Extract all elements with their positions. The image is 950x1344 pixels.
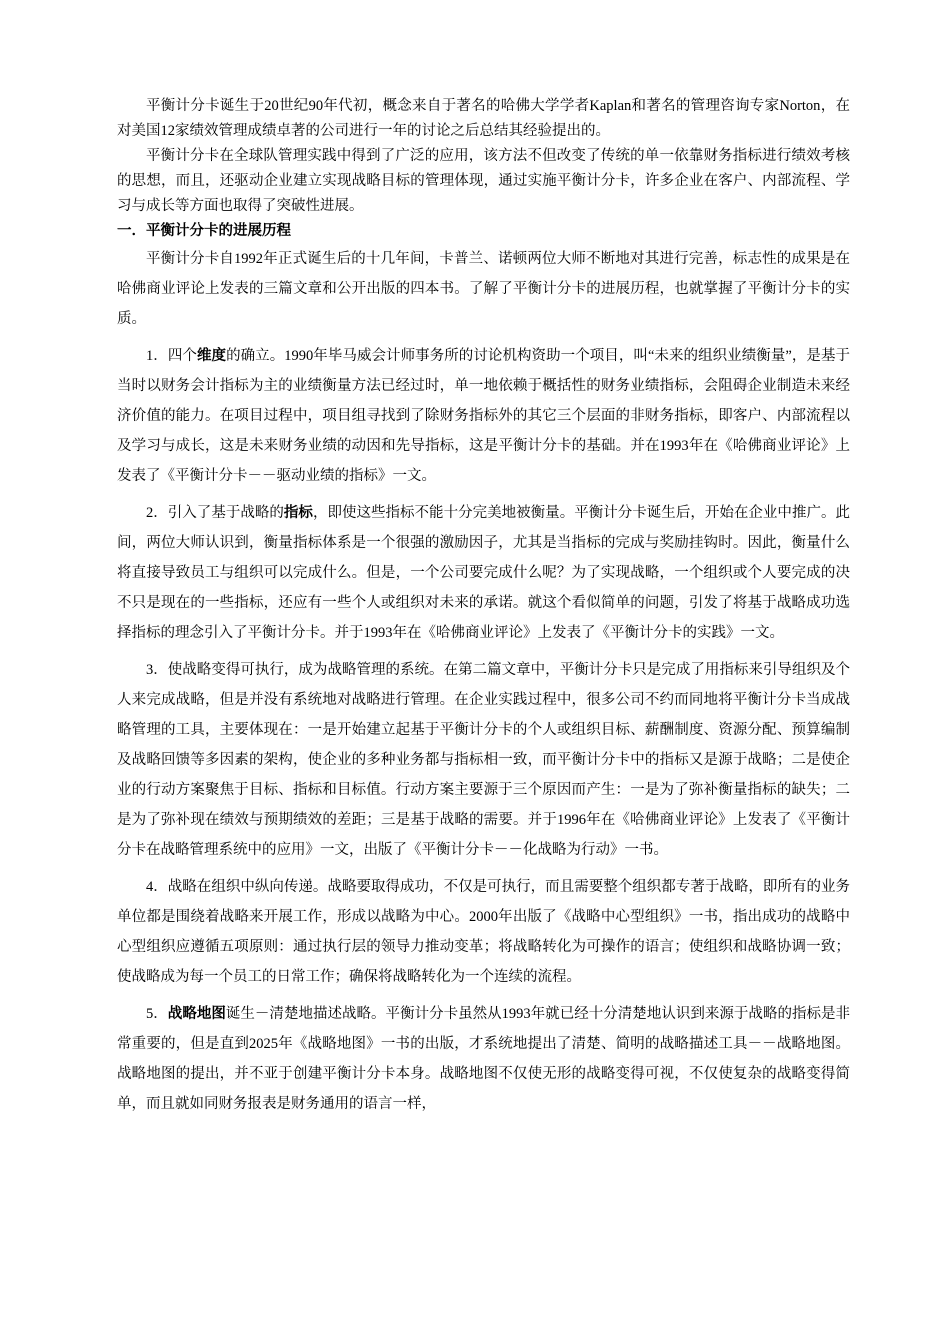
list-item-2 [117,498,850,648]
list-item-1-keyword: 维度 [196,348,227,364]
list-item-1 [117,341,850,491]
section-lead-paragraph: 平衡计分卡自1992年正式诞生后的十几年间，卡普兰、诺顿两位大师不断地对其进行完善，标志性的成果是在哈佛商业评论上发表的三篇文章和公开出版的四本书。了解了平衡计分卡的进展历程，也就掌握了平衡计分卡的实质。 [117,251,850,327]
list-item-5-prefix: 5． [146,1006,168,1022]
list-item-1-prefix: 1．四个 [146,348,197,364]
list-item-4-text: 4．战略在组织中纵向传递。战略要取得成功，不仅是可执行，而且需要整个组织都专著于战略，即所有的业务单位都是围绕着战略来开展工作，形成以战略为中心。2000年出版了《战略中心型组织》一书，指出成功的战略中心型组织应遵循五项原则：通过执行层的领导力推动变革；将战略转化为可操作的语言；使组织和战略协调一致；使战略成为每一个员工的日常工作；确保将战略转化为一个连续的流程。 [117,879,850,985]
list-item-5-text: 诞生－清楚地描述战略。平衡计分卡虽然从1993年就已经十分清楚地认识到来源于战略的指标是非常重要的，但是直到2025年《战略地图》一书的出版，才系统地提出了清楚、简明的战略描述工具－－战略地图。战略地图的提出，并不亚于创建平衡计分卡本身。战略地图不仅使无形的战略变得可视，不仅使复杂的战略变得简单，而且就如同财务报表是财务通用的语言一样， [117,1006,851,1112]
list-item-3 [117,655,850,865]
document-body [117,94,850,1119]
intro-paragraph-2: 平衡计分卡在全球队管理实践中得到了广泛的应用，该方法不但改变了传统的单一依靠财务指标进行绩效考核的思想，而且，还驱动企业建立实现战略目标的管理体现，通过实施平衡计分卡，许多企业在客户、内部流程、学习与成长等方面也取得了突破性进展。 [117,148,850,214]
section-heading: 一．平衡计分卡的进展历程 [117,223,291,239]
list-item-3-text: 3．使战略变得可执行，成为战略管理的系统。在第二篇文章中，平衡计分卡只是完成了用指标来引导组织及个人来完成战略，但是并没有系统地对战略进行管理。在企业实践过程中，很多公司不约而同地将平衡计分卡当成战略管理的工具，主要体现在：一是开始建立起基于平衡计分卡的个人或组织目标、薪酬制度、资源分配、预算编制及战略回馈等多因素的架构，使企业的多种业务都与指标相一致，而平衡计分卡中的指标又是源于战略；二是使企业的行动方案聚焦于目标、指标和目标值。行动方案主要源于三个原因而产生：一是为了弥补衡量指标的缺失；二是为了弥补现在绩效与预期绩效的差距；三是基于战略的需要。并于1996年在《哈佛商业评论》上发表了《平衡计分卡在战略管理系统中的应用》一文，出版了《平衡计分卡－－化战略为行动》一书。 [117,662,850,858]
list-item-2-keyword: 指标 [283,505,313,521]
list-item-2-prefix: 2．引入了基于战略的 [146,505,284,521]
list-item-2-text: ，即使这些指标不能十分完美地被衡量。平衡计分卡诞生后，开始在企业中推广。此间，两位大师认识到，衡量指标体系是一个很强的激励因子，尤其是当指标的完成与奖励挂钩时。因此，衡量什么将直接导致员工与组织可以完成什么。但是，一个公司要完成什么呢？为了实现战略，一个组织或个人要完成的决不只是现在的一些指标，还应有一些个人或组织对未来的承诺。就这个看似简单的问题，引发了将基于战略成功选择指标的理念引入了平衡计分卡。并于1993年在《哈佛商业评论》上发表了《平衡计分卡的实践》一文。 [117,505,850,641]
list-item-4 [117,872,850,992]
list-item-5-keyword: 战略地图 [167,1006,226,1022]
intro-paragraph-1: 平衡计分卡诞生于20世纪90年代初，概念来自于著名的哈佛大学学者Kaplan和著名的管理咨询专家Norton，在对美国12家绩效管理成绩卓著的公司进行一年的讨论之后总结其经验提出的。 [117,98,850,139]
list-item-1-text: 的确立。1990年毕马威会计师事务所的讨论机构资助一个项目，叫“未来的组织业绩衡量”，是基于当时以财务会计指标为主的业绩衡量方法已经过时，单一地依赖于概括性的财务业绩指标，会阻碍企业制造未来经济价值的能力。在项目过程中，项目组寻找到了除财务指标外的其它三个层面的非财务指标，即客户、内部流程以及学习与成长，这是未来财务业绩的动因和先导指标，这是平衡计分卡的基础。并在1993年在《哈佛商业评论》上发表了《平衡计分卡－－驱动业绩的指标》一文。 [117,348,851,484]
list-item-5 [117,999,850,1119]
